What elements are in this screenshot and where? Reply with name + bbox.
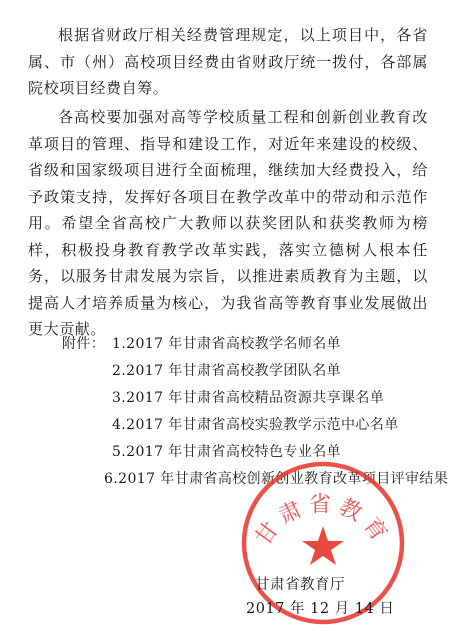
attachment-row: [62, 331, 442, 358]
attachment-item-3: 3.2017 年甘肃省高校精品资源共享课名单: [112, 390, 385, 406]
attachment-row: [62, 385, 442, 412]
attachment-item-1: 1.2017 年甘肃省高校教学名师名单: [112, 336, 342, 352]
signature-date: 2017 年 12 月 14 日: [246, 601, 395, 617]
attachment-row: [62, 358, 442, 385]
attachment-item-6: 6.2017 年甘肃省高校创新创业教育改革项目评审结果: [104, 471, 449, 487]
svg-text:甘肃省教育: 甘肃省教育: [251, 492, 395, 551]
signature-organization: 甘肃省教育厅: [255, 577, 345, 593]
attachment-item-5: 5.2017 年甘肃省高校特色专业名单: [112, 444, 342, 460]
body-paragraph-requirements: 各高校要加强对高等学校质量工程和创新创业教育改革项目的管理、指导和建设工作，对近年来建设的校级、省级和国家级项目进行全面梳理，继续加大经费投入，给予政策支持，发挥好各项目在教学改革中的带动和示范作用。希望全省高校广大教师以获奖团队和获奖教师为榜样，积极投身教育教学改革实践，落实立德树人根本任务，以服务甘肃发展为宗旨，以推进素质教育为主题，以提高人才培养质量为核心，为我省高等教育事业发展做出更大贡献。: [28, 108, 428, 338]
attachments-label: 附件：: [62, 336, 106, 352]
attachment-item-2: 2.2017 年甘肃省高校教学团队名单: [112, 363, 342, 379]
attachment-item-4: 4.2017 年甘肃省高校实验教学示范中心名单: [112, 417, 399, 433]
attachment-row: [62, 412, 442, 439]
body-paragraph-funding: 根据省财政厅相关经费管理规定，以上项目中，各省属、市（州）高校项目经费由省财政厅统一拨付，各部属院校项目经费自筹。: [28, 26, 428, 97]
